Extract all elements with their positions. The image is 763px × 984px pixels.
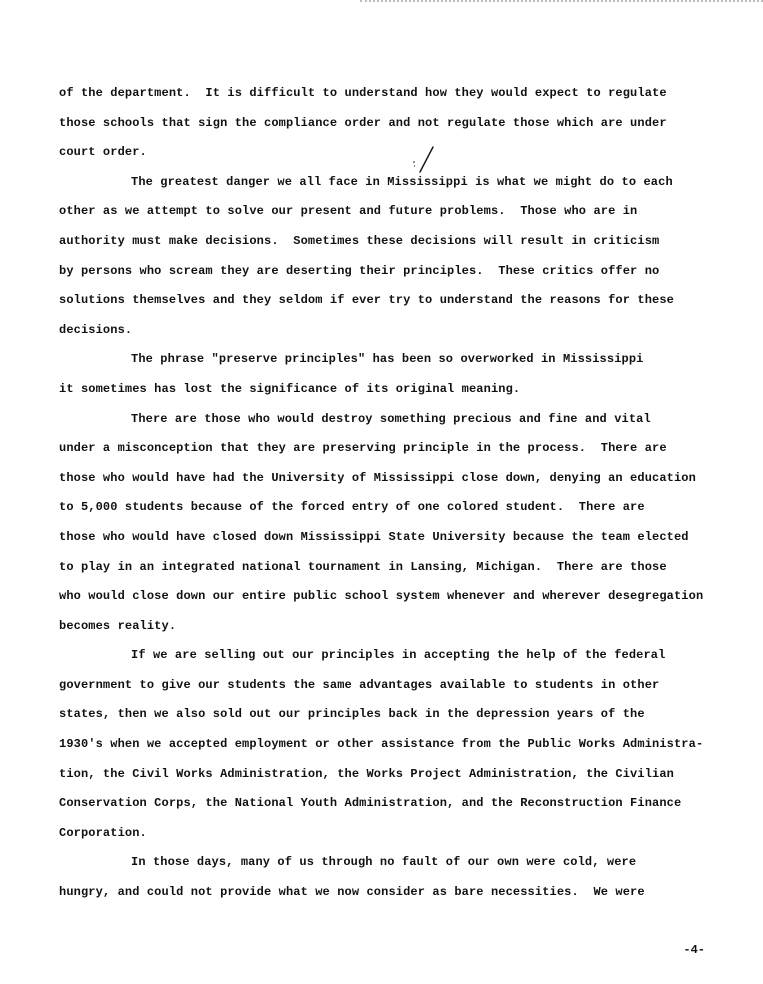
text-line: under a misconception that they are preserving principle in the process. There are — [59, 441, 667, 456]
text-line: to play in an integrated national tournament in Lansing, Michigan. There are those — [59, 559, 667, 574]
text-line: decisions. — [59, 322, 133, 337]
paragraph-first-line: In those days, many of us through no fault of our own were cold, were — [131, 855, 637, 870]
paragraph-first-line: There are those who would destroy something precious and fine and vital — [131, 411, 651, 426]
text-line: states, then we also sold out our principles back in the depression years of the — [59, 707, 645, 722]
text-line: court order. — [59, 145, 147, 160]
paragraph-first-line: If we are selling out our principles in accepting the help of the federal — [131, 648, 666, 663]
text-line: those schools that sign the compliance order and not regulate those which are under — [59, 115, 667, 130]
page-number: -4- — [683, 943, 705, 957]
text-line: to 5,000 students because of the forced entry of one colored student. There are — [59, 500, 645, 515]
text-line: authority must make decisions. Sometimes these decisions will result in criticism — [59, 233, 660, 248]
paragraph-first-line: The phrase "preserve principles" has been so overworked in Mississippi — [131, 352, 644, 367]
text-line: hungry, and could not provide what we now consider as bare necessities. We were — [59, 885, 645, 900]
text-line: Conservation Corps, the National Youth Administration, and the Reconstruction Finance — [59, 796, 682, 811]
document-body — [59, 83, 739, 912]
text-line: other as we attempt to solve our present and future problems. Those who are in — [59, 204, 638, 219]
paragraph-first-line: The greatest danger we all face in Mississippi is what we might do to each — [131, 174, 673, 189]
text-line: 1930's when we accepted employment or other assistance from the Public Works Administra- — [59, 737, 704, 752]
text-line: it sometimes has lost the significance of its original meaning. — [59, 381, 521, 396]
text-line: by persons who scream they are deserting their principles. These critics offer no — [59, 263, 660, 278]
text-line: those who would have had the University of Mississippi close down, denying an education — [59, 470, 696, 485]
page-edge — [360, 0, 763, 4]
text-line: Corporation. — [59, 825, 147, 840]
text-line: of the department. It is difficult to understand how they would expect to regulate — [59, 86, 667, 100]
text-line: government to give our students the same advantages available to students in other — [59, 677, 660, 692]
text-line: those who would have closed down Mississippi State University because the team elected — [59, 529, 689, 544]
text-line: solutions themselves and they seldom if ever try to understand the reasons for these — [59, 293, 674, 308]
text-line: tion, the Civil Works Administration, the Works Project Administration, the Civilian — [59, 766, 674, 781]
text-line: who would close down our entire public school system whenever and wherever desegregation — [59, 589, 704, 604]
text-line: becomes reality. — [59, 618, 177, 633]
